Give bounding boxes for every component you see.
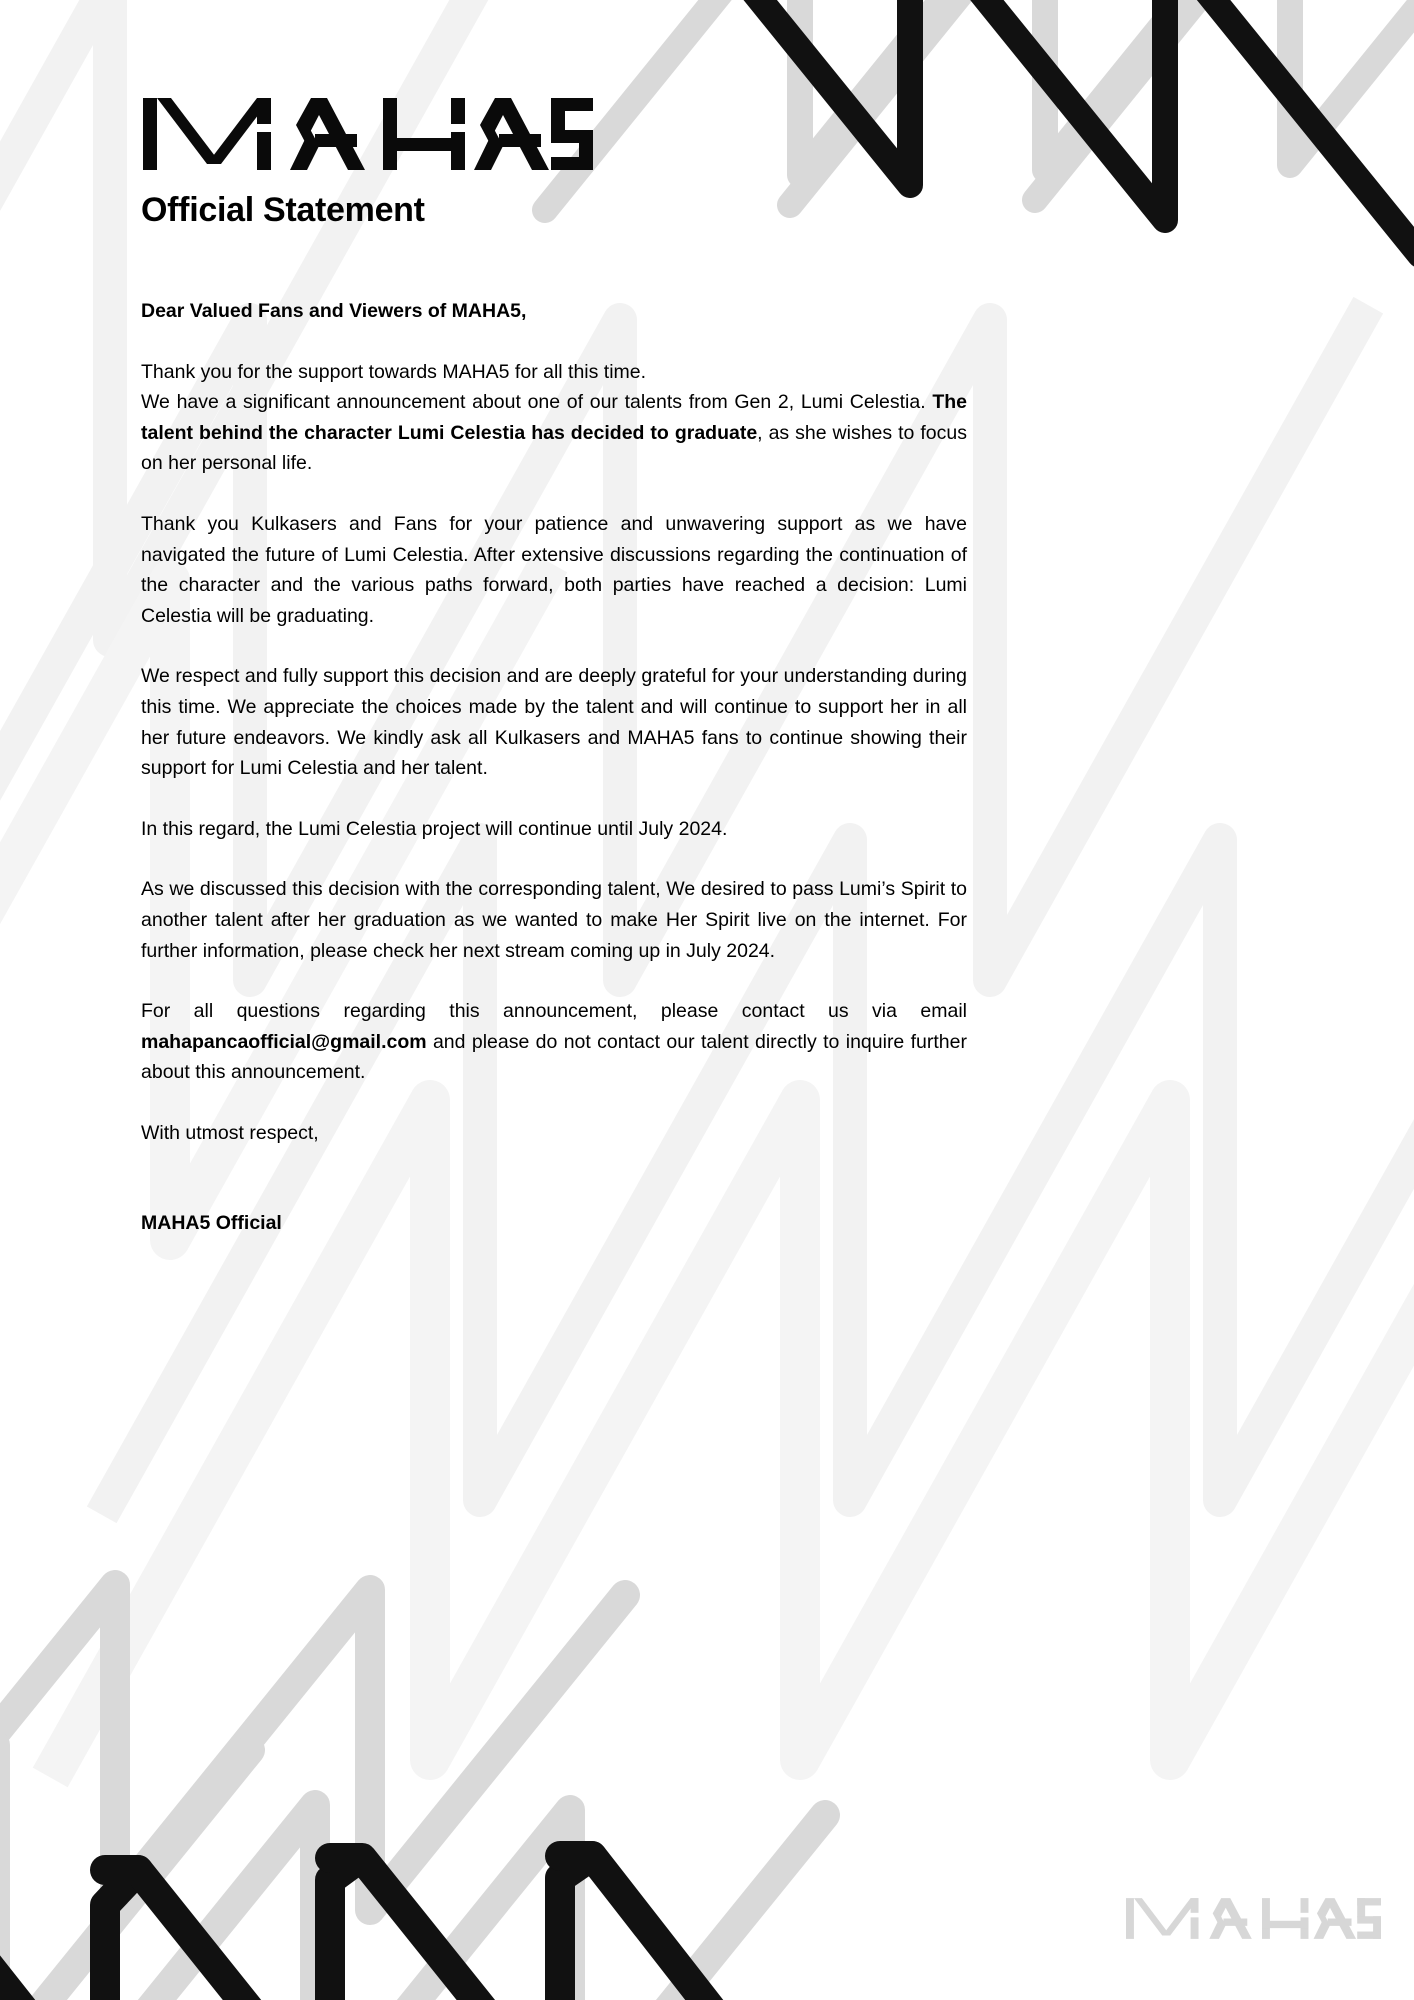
paragraph-1-part-2: , as she wishes to focus on her personal life. [141, 421, 967, 475]
maha5-logo [143, 98, 593, 175]
paragraph-5: As we discussed this decision with the corresponding talent, We desired to pass Lumi’s Spirit to another talent after her graduation as we wanted to make Her Spirit live on the internet. For further information, please check her next stream coming up in July 2024. [141, 878, 967, 962]
footer-maha5-watermark [1126, 1898, 1381, 1944]
paragraph-1 [141, 357, 967, 479]
page-title: Official Statement [141, 191, 425, 229]
paragraph-6-part-2: and please do not contact our talent directly to inquire further about this announcement. [141, 1030, 967, 1084]
closing-line: With utmost respect, [141, 1121, 319, 1144]
paragraph-1-bold: The talent behind the character Lumi Celestia has decided to graduate [141, 391, 967, 444]
paragraph-1-part-1: We have a significant announcement about one of our talents from Gen 2, Lumi Celestia. [141, 391, 933, 414]
maha5-logo-glyphs [143, 98, 593, 170]
paragraph-1-line-1: Thank you for the support towards MAHA5 for all this time. [141, 360, 647, 383]
statement-body [141, 296, 967, 1239]
footer-maha5-logo-glyphs [1126, 1898, 1381, 1939]
signature-spacer [141, 1178, 967, 1208]
paragraph-4: In this regard, the Lumi Celestia project will continue until July 2024. [141, 817, 728, 840]
paragraph-6-part-1: For all questions regarding this announcement, please contact us via email [141, 1000, 967, 1023]
salutation: Dear Valued Fans and Viewers of MAHA5, [141, 300, 527, 322]
contact-email: mahapancaofficial@gmail.com [141, 1030, 427, 1053]
signature-line: MAHA5 Official [141, 1212, 282, 1235]
paragraph-6 [141, 996, 967, 1088]
paragraph-3: We respect and fully support this decision and are deeply grateful for your understanding during this time. We appreciate the choices made by the talent and will continue to support her in all her future endeavors. We kindly ask all Kulkasers and MAHA5 fans to continue showing their support for Lumi Celestia and her talent. [141, 665, 967, 780]
paragraph-2: Thank you Kulkasers and Fans for your patience and unwavering support as we have navigated the future of Lumi Celestia. After extensive discussions regarding the continuation of the character and the various paths forward, both parties have reached a decision: Lumi Celestia will be graduating. [141, 512, 967, 627]
